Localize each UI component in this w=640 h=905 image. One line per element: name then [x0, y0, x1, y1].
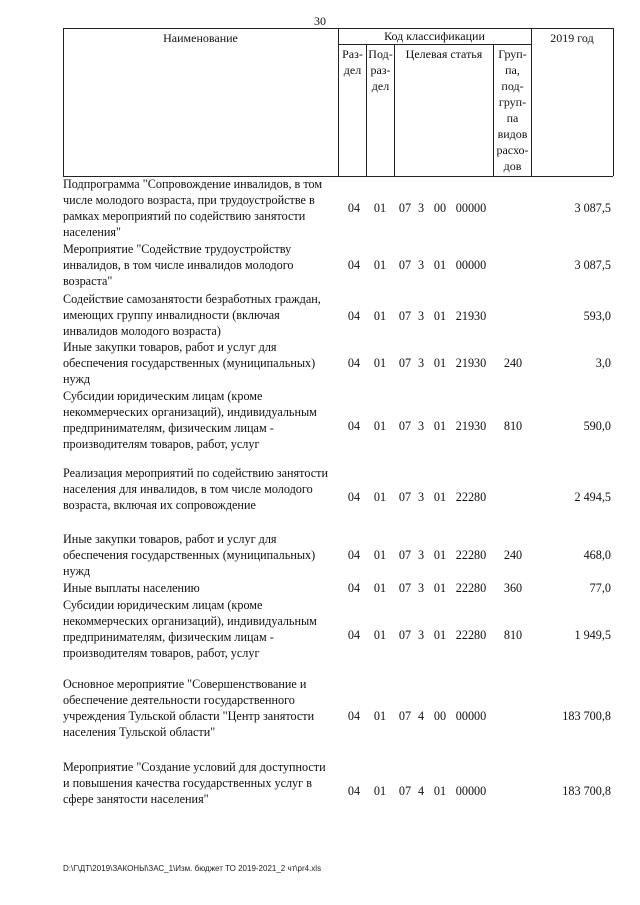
row-target-program: 07	[398, 201, 412, 215]
row-group: 810	[503, 628, 523, 642]
row-target-subprogram: 4	[417, 784, 425, 798]
row-razdel: 04	[347, 258, 361, 272]
row-target-event: 01	[433, 258, 447, 272]
row-podrazdel: 01	[373, 784, 387, 798]
row-target-subprogram: 3	[417, 581, 425, 595]
row-target-subprogram: 3	[417, 490, 425, 504]
row-podrazdel: 01	[373, 709, 387, 723]
row-amount: 3 087,5	[574, 201, 611, 215]
row-target-program: 07	[398, 581, 412, 595]
row-group: 240	[503, 548, 523, 562]
row-amount: 77,0	[589, 581, 611, 595]
row-podrazdel: 01	[373, 628, 387, 642]
row-razdel: 04	[347, 490, 361, 504]
row-razdel: 04	[347, 628, 361, 642]
row-target-subprogram: 3	[417, 258, 425, 272]
row-target-direction: 22280	[455, 628, 487, 642]
row-amount: 183 700,8	[562, 709, 611, 723]
row-amount: 183 700,8	[562, 784, 611, 798]
row-target-event: 00	[433, 709, 447, 723]
page-number: 30	[314, 14, 326, 28]
header-year: 2019 год	[550, 31, 594, 45]
row-target-program: 07	[398, 628, 412, 642]
row-amount: 590,0	[583, 419, 611, 433]
row-target-program: 07	[398, 784, 412, 798]
row-target-program: 07	[398, 258, 412, 272]
row-podrazdel: 01	[373, 201, 387, 215]
header-group: Груп- па, под- груп- па видов расхо- дов	[496, 47, 529, 173]
row-amount: 593,0	[583, 309, 611, 323]
row-razdel: 04	[347, 201, 361, 215]
row-target-subprogram: 3	[417, 309, 425, 323]
row-name: Субсидии юридическим лицам (кроме некоммерческих организаций), индивидуальным предпринимателям, физическим лицам - производителям товаров, работ, услуг	[63, 598, 317, 660]
row-target-subprogram: 3	[417, 628, 425, 642]
row-target-event: 01	[433, 581, 447, 595]
header-podrazdel: Под- раз- дел	[368, 47, 393, 93]
row-target-subprogram: 4	[417, 709, 425, 723]
row-razdel: 04	[347, 309, 361, 323]
row-target-program: 07	[398, 709, 412, 723]
row-target-program: 07	[398, 490, 412, 504]
row-target-direction: 00000	[455, 784, 487, 798]
row-target-event: 01	[433, 309, 447, 323]
header-target: Целевая статья	[405, 47, 483, 61]
row-group: 810	[503, 419, 523, 433]
row-target-subprogram: 3	[417, 356, 425, 370]
row-amount: 2 494,5	[574, 490, 611, 504]
row-name: Иные выплаты населению	[63, 581, 200, 595]
row-name: Мероприятие "Создание условий для доступности и повышения качества государственных услуг в сфере занятости населения"	[63, 760, 326, 806]
row-podrazdel: 01	[373, 419, 387, 433]
row-target-subprogram: 3	[417, 419, 425, 433]
row-group: 360	[503, 581, 523, 595]
row-group: 240	[503, 356, 523, 370]
row-target-direction: 22280	[455, 490, 487, 504]
row-razdel: 04	[347, 356, 361, 370]
row-amount: 1 949,5	[574, 628, 611, 642]
row-name: Реализация мероприятий по содействию занятости населения для инвалидов, в том числе молодого возраста, включая их сопровождение	[63, 466, 328, 512]
row-target-event: 01	[433, 490, 447, 504]
row-target-event: 01	[433, 548, 447, 562]
row-podrazdel: 01	[373, 490, 387, 504]
row-target-program: 07	[398, 356, 412, 370]
row-target-direction: 22280	[455, 581, 487, 595]
row-name: Субсидии юридическим лицам (кроме некоммерческих организаций), индивидуальным предпринимателям, физическим лицам - производителям товаров, работ, услуг	[63, 389, 317, 451]
row-podrazdel: 01	[373, 258, 387, 272]
row-target-program: 07	[398, 548, 412, 562]
row-name: Мероприятие "Содействие трудоустройству инвалидов, в том числе инвалидов молодого возраста"	[63, 242, 294, 288]
row-target-direction: 00000	[455, 201, 487, 215]
row-target-event: 00	[433, 201, 447, 215]
row-target-event: 01	[433, 784, 447, 798]
header-name: Наименование	[163, 31, 238, 45]
row-razdel: 04	[347, 548, 361, 562]
row-target-program: 07	[398, 309, 412, 323]
row-target-direction: 21930	[455, 419, 487, 433]
row-name: Содействие самозанятости безработных граждан, имеющих группу инвалидности (включая инвалидов молодого возраста)	[63, 292, 321, 338]
header-code-group: Код классификации	[384, 29, 485, 43]
row-amount: 468,0	[583, 548, 611, 562]
row-podrazdel: 01	[373, 356, 387, 370]
row-target-direction: 21930	[455, 309, 487, 323]
row-razdel: 04	[347, 581, 361, 595]
file-path-footer: D:\Г\ДТ\2019\ЗАКОНЫ\ЗАС_1\Изм. бюджет ТО 2019-2021_2 чт\pr4.xls	[63, 864, 322, 873]
row-target-event: 01	[433, 628, 447, 642]
row-target-event: 01	[433, 356, 447, 370]
row-amount: 3 087,5	[574, 258, 611, 272]
header-razdel: Раз- дел	[342, 47, 363, 77]
row-podrazdel: 01	[373, 309, 387, 323]
row-name: Подпрограмма "Сопровождение инвалидов, в том числе молодого возраста, при трудоустройстве в рамках мероприятий по содействию занятости населения"	[63, 177, 323, 239]
row-razdel: 04	[347, 709, 361, 723]
row-target-subprogram: 3	[417, 201, 425, 215]
row-target-direction: 00000	[455, 258, 487, 272]
row-name: Основное мероприятие "Совершенствование и обеспечение деятельности государственного учреждения Тульской области "Центр занятости населения Тульской области"	[63, 677, 315, 739]
row-target-direction: 22280	[455, 548, 487, 562]
row-target-event: 01	[433, 419, 447, 433]
row-target-subprogram: 3	[417, 548, 425, 562]
row-amount: 3,0	[595, 356, 611, 370]
row-name: Иные закупки товаров, работ и услуг для обеспечения государственных (муниципальных) нужд	[63, 532, 316, 578]
row-razdel: 04	[347, 784, 361, 798]
row-target-program: 07	[398, 419, 412, 433]
row-target-direction: 21930	[455, 356, 487, 370]
row-podrazdel: 01	[373, 548, 387, 562]
table-header	[63, 28, 613, 176]
row-podrazdel: 01	[373, 581, 387, 595]
row-target-direction: 00000	[455, 709, 487, 723]
row-razdel: 04	[347, 419, 361, 433]
row-name: Иные закупки товаров, работ и услуг для обеспечения государственных (муниципальных) нужд	[63, 340, 316, 386]
